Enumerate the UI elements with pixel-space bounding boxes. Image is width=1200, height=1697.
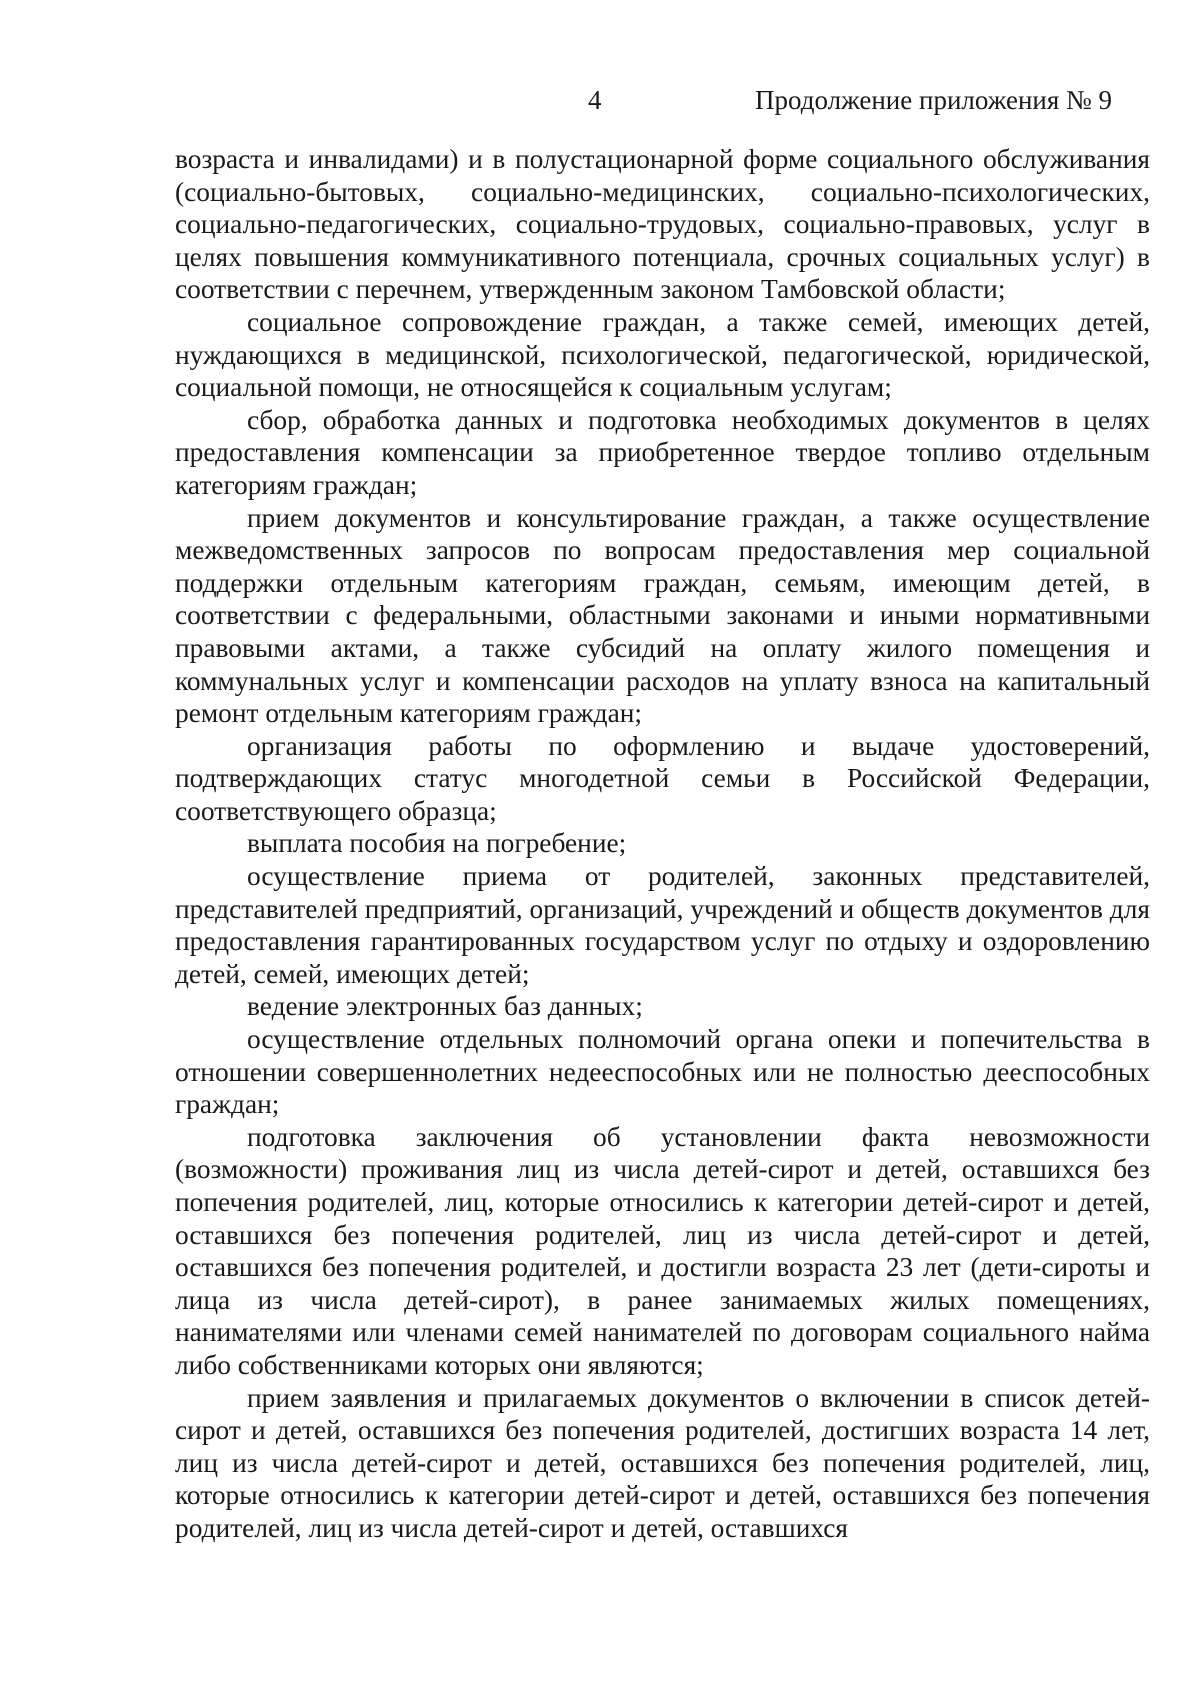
page-number: 4 bbox=[588, 85, 602, 115]
paragraph-continued: возраста и инвалидами) и в полустационарной форме социального обслуживания (социально-бытовых, социально-медицинских, социально-психологических, социально-педагогических, социально-трудовых, социально-правовых, услуг в целях повышения коммуникативного потенциала, срочных социальных услуг) в соответствии с перечнем, утвержденным законом Тамбовской области; bbox=[175, 144, 1150, 305]
paragraph-document-intake: прием документов и консультирование граждан, а также осуществление межведомственных запросов по вопросам предоставления мер социальной поддержки отдельным категориям граждан, семьям, имеющим детей, в соответствии с федеральными, областными законами и иными нормативными правовыми актами, а также субсидий на оплату жилого помещения и коммунальных услуг и компенсации расходов на уплату взноса на капитальный ремонт отдельным категориям граждан; bbox=[175, 502, 1150, 729]
paragraph-burial-allowance: выплата пособия на погребение; bbox=[247, 828, 627, 859]
paragraph-social-support: социальное сопровождение граждан, а также семей, имеющих детей, нуждающихся в медицинской, психологической, педагогической, юридической, социальной помощи, не относящейся к социальным услугам; bbox=[175, 306, 1150, 403]
paragraph-electronic-databases: ведение электронных баз данных; bbox=[247, 991, 643, 1022]
document-body bbox=[175, 143, 1150, 1545]
continuation-label: Продолжение приложения № 9 bbox=[755, 85, 1113, 115]
paragraph-guardianship: осуществление отдельных полномочий органа опеки и попечительства в отношении совершеннолетних недееспособных или не полностью дееспособных граждан; bbox=[175, 1024, 1150, 1120]
paragraph-large-family-certificates: организация работы по оформлению и выдаче удостоверений, подтверждающих статус многодетной семьи в Российской Федерации, соответствующего образца; bbox=[175, 730, 1150, 826]
paragraph-orphan-list-application: прием заявления и прилагаемых документов о включении в список детей-сирот и детей, оставшихся без попечения родителей, достигших возраста 14 лет, лиц из числа детей-сирот и детей, оставшихся без попечения родителей, лиц, которые относились к категории детей-сирот и детей, оставшихся без попечения родителей, лиц из числа детей-сирот и детей, оставшихся bbox=[175, 1382, 1150, 1543]
paragraph-child-recreation: осуществление приема от родителей, законных представителей, представителей предприятий, организаций, учреждений и обществ документов для предоставления гарантированных государством услуг по отдыху и оздоровлению детей, семей, имеющих детей; bbox=[175, 861, 1150, 989]
paragraph-fuel-compensation: сбор, обработка данных и подготовка необходимых документов в целях предоставления компенсации за приобретенное твердое топливо отдельным категориям граждан; bbox=[175, 404, 1150, 500]
paragraph-housing-conclusion: подготовка заключения об установлении факта невозможности (возможности) проживания лиц из числа детей-сирот и детей, оставшихся без попечения родителей, лиц, которые относились к категории детей-сирот и детей, оставшихся без попечения родителей, лиц из числа детей-сирот и детей, оставшихся без попечения родителей, и достигли возраста 23 лет (дети-сироты и лица из числа детей-сирот), в ранее занимаемых жилых помещениях, нанимателями или членами семей нанимателей по договорам социального найма либо собственниками которых они являются; bbox=[175, 1121, 1150, 1380]
